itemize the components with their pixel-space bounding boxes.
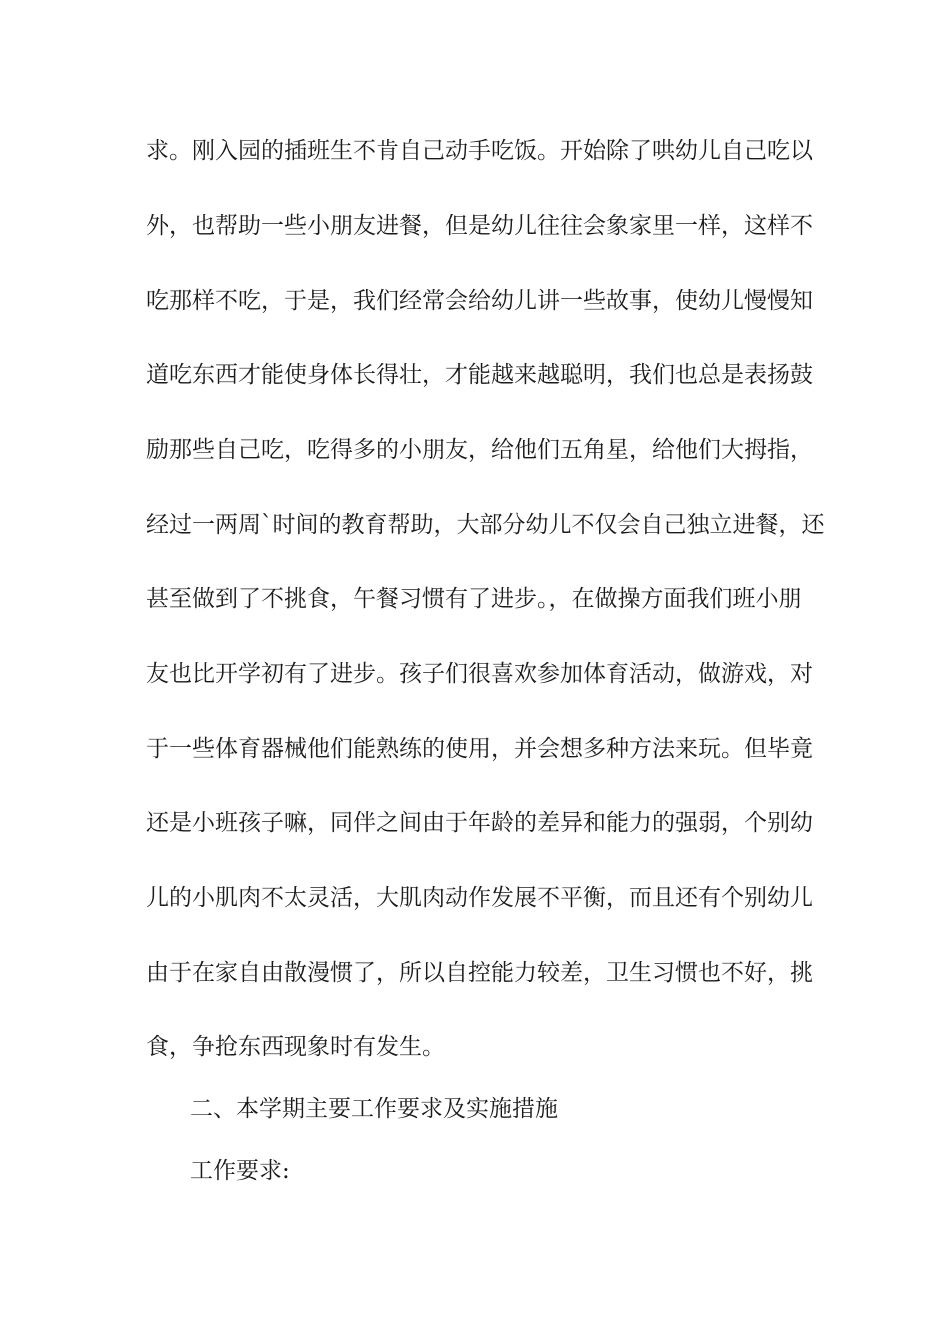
section-heading: 二、本学期主要工作要求及实施措施	[190, 1096, 558, 1122]
paragraph-line: 由于在家自由散漫惯了，所以自控能力较差，卫生习惯也不好，挑	[146, 960, 813, 986]
paragraph-line: 道吃东西才能使身体长得壮，才能越来越聪明，我们也总是表扬鼓	[146, 362, 813, 388]
paragraph-line: 励那些自己吃，吃得多的小朋友，给他们五角星，给他们大拇指，	[146, 437, 813, 463]
subheading: 工作要求:	[190, 1158, 290, 1184]
paragraph-line: 于一些体育器械他们能熟练的使用，并会想多种方法来玩。但毕竟	[146, 736, 813, 762]
paragraph-line: 经过一两周`时间的教育帮助，大部分幼儿不仅会自己独立进餐，还	[146, 512, 825, 538]
paragraph-line: 甚至做到了不挑食，午餐习惯有了进步。，在做操方面我们班小朋	[146, 586, 802, 612]
paragraph-line: 友也比开学初有了进步。孩子们很喜欢参加体育活动，做游戏，对	[146, 661, 813, 687]
paragraph-line: 儿的小肌肉不太灵活，大肌肉动作发展不平衡，而且还有个别幼儿	[146, 885, 813, 911]
paragraph-line: 食，争抢东西现象时有发生。	[146, 1034, 445, 1060]
paragraph-line: 吃那样不吃，于是，我们经常会给幼儿讲一些故事，使幼儿慢慢知	[146, 288, 813, 314]
paragraph-line: 求。刚入园的插班生不肯自己动手吃饭。开始除了哄幼儿自己吃以	[146, 138, 813, 164]
paragraph-line: 还是小班孩子嘛，同伴之间由于年龄的差异和能力的强弱，个别幼	[146, 810, 813, 836]
paragraph-line: 外，也帮助一些小朋友进餐，但是幼儿往往会象家里一样，这样不	[146, 213, 813, 239]
